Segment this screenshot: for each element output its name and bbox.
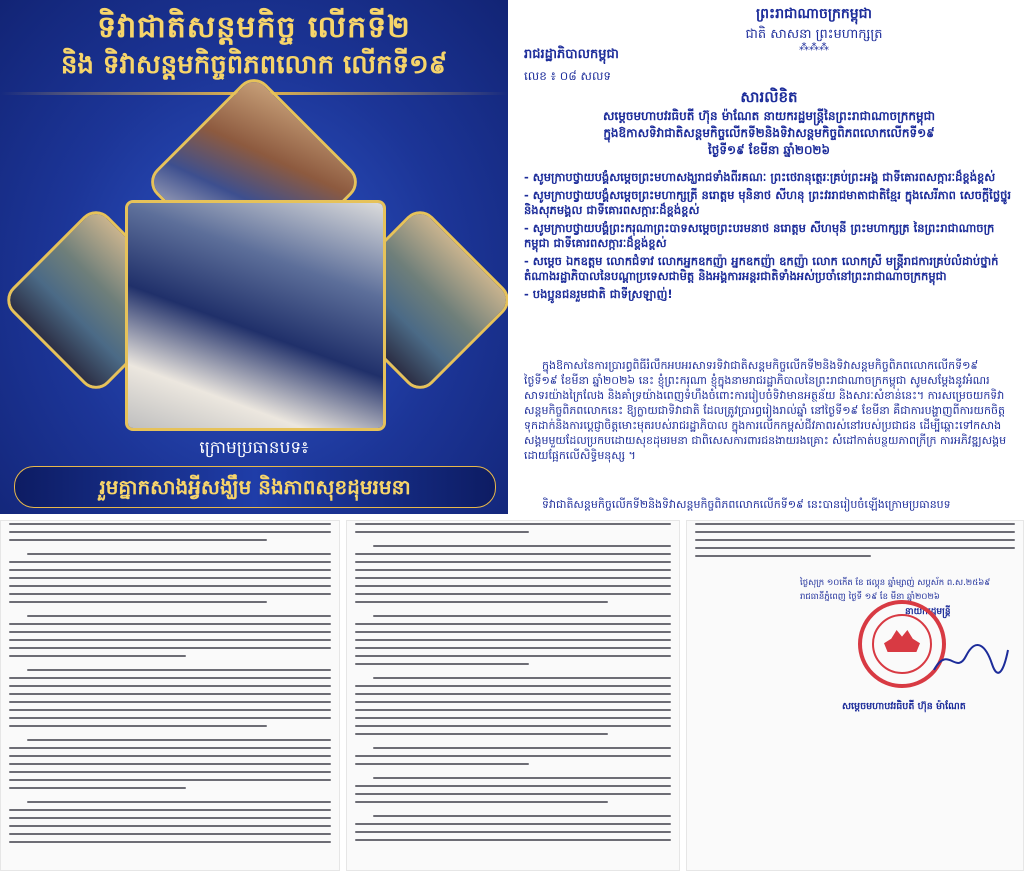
signer-name: សម្ដេចមហាបវរធិបតី ហ៊ុន ម៉ាណែត [842,701,966,712]
letter-page-3 [346,520,680,871]
handwritten-signature-icon [930,640,1010,680]
kingdom-header: ព្រះរាជាណាចក្រកម្ពុជា [755,6,872,22]
address-item: - បងប្អូនជនរួមជាតិ ជាទីស្រឡាញ់! [524,286,673,301]
letter-subheading [524,108,1014,159]
government-name: រាជរដ្ឋាភិបាលកម្ពុជា [524,47,619,62]
letter-page-4 [686,520,1024,871]
letter-paragraph-2: ទិវាជាតិសន្តមកិច្ចលើកទី២និងទិវាសន្តមកិច្ចពិភពលោកលើកទី១៩ នេះបានរៀបចំឡើងក្រោមប្រធានបទ [542,498,951,511]
signature-title: នាយករដ្ឋមន្ត្រី [905,607,951,617]
lunar-date: ថ្ងៃសុក្រ ១០កើត ខែ ផល្គុន ឆ្នាំម្សាញ់ សប្តស័ក ព.ស.២៥៦៩ [800,578,991,588]
page-4-body-text [695,523,1015,567]
header-ornament: ⁂⁂⁂ [799,42,829,53]
document-number: លេខ ៖ ០៨ សលទ [524,69,612,83]
address-item: - សូមក្រាបថ្វាយបង្គំសម្តេចព្រះមហាសង្ឃរាជទាំងពីរគណៈ ព្រះថេរានុត្ថេរៈគ្រប់ព្រះអង្គ ជាទីគោរពសក្ការៈដ៏ខ្ពង់ខ្ពស់ [524,170,996,184]
address-item: - សម្តេច ឯកឧត្តម លោកជំទាវ លោកអ្នកឧកញ៉ា អ្នកឧកញ៉ា ឧកញ៉ា លោក លោកស្រី មន្ត្រីរាជការគ្រប់លំដាប់ថ្នាក់ តំណាងរដ្ឋាភិបាលនៃបណ្តាប្រទេសជាមិត្ត និងអង្គការអន្តរជាតិទាំងអស់ប្រចាំនៅព្រះរាជាណាចក្រកម្ពុជា [524,253,999,283]
subheading-line-2: ក្នុងឱកាសទិវាជាតិសន្តមកិច្ចលើកទី២និងទិវាសន្តមកិច្ចពិភពលោកលើកទី១៩ [603,126,935,140]
poster-photo-center [125,200,386,431]
letter-paragraph-1: ក្នុងឱកាសនៃការប្រារព្ធពិធីរំលឹកអបអរសាទរទិវាជាតិសន្តមកិច្ចលើកទី២និងទិវាសន្តមកិច្ចពិភពលោកលើកទី១៩ ថ្ងៃទី១៩ ខែមីនា ឆ្នាំ២០២៦ នេះ ខ្ញុំព្រះករុណា ខ្ញុំក្នុងនាមរាជរដ្ឋាភិបាលនៃព្រះរាជាណាចក្រកម្ពុជា សូមសម្តែងនូវអំណរសាទរយ៉ាងក្រៃលែង និងគាំទ្រយ៉ាងពេញទំហឹងចំពោះការរៀបចំទិវាមានអត្ថន័យ និងសារៈសំខាន់នេះ។ ការសម្រេចយកទិវាសន្តមកិច្ចពិភពលោកនេះ ឱ្យក្លាយជាទិវាជាតិ ដែលត្រូវប្រារព្ធរៀងរាល់ឆ្នាំ នៅថ្ងៃទី១៩ ខែមីនា គឺជាការបង្ហាញពីការយកចិត្តទុកដាក់និងការប្តេជ្ញាចិត្តមោះមុតរបស់រាជរដ្ឋាភិបាល ក្នុងការលើកកម្ពស់ជីវភាពរស់នៅរបស់ប្រជាជន ដើម្បីឆ្ពោះទៅកសាងសង្គមមួយដែលប្រកបដោយសុខដុមរមនា ជាពិសេសការពារជនងាយរងគ្រោះ សំដៅកាត់បន្ថយភាពក្រីក្រ ការអភិវឌ្ឍសង្គម ដោយផ្អែកលើសិទ្ធិមនុស្ស ។ [524,359,1007,462]
address-item: - សូមក្រាបថ្វាយបង្គំព្រះករុណាព្រះបាទសម្តេចព្រះបរមនាថ នរោត្តម សីហមុនី ព្រះមហាក្សត្រ នៃព្រះរាជាណាចក្រកម្ពុជា ជាទីគោរពសក្ការៈដ៏ខ្ពង់ខ្ពស់ [524,220,995,250]
letter-page-1 [514,0,1024,514]
letter-page-2 [0,520,340,871]
address-list [524,170,1014,304]
national-motto: ជាតិ សាសនា ព្រះមហាក្សត្រ [745,27,883,42]
poster-theme-banner: រួមគ្នាកសាងអ្វីសង្ឃឹម និងភាពសុខដុមរមនា [14,466,496,508]
poster-theme-label: ក្រោមប្រធានបទ៖ [199,438,309,458]
poster-title-line1: ទិវាជាតិសន្តមកិច្ច លើកទី២ [97,10,411,45]
subheading-line-1: សម្ដេចមហាបវរធិបតី ហ៊ុន ម៉ាណែត នាយករដ្ឋមន្ត្រីនៃព្រះរាជាណាចក្រកម្ពុជា [602,109,936,123]
solar-date: រាជធានីភ្នំពេញ ថ្ងៃទី ១៩ ខែ មីនា ឆ្នាំ២០២៦ [800,592,940,602]
page-2-body-text [9,523,331,870]
poster-title-line2: និង ទិវាសន្តមកិច្ចពិភពលោក លើកទី១៩ [60,50,448,80]
letter-heading: សារលិខិត [740,88,798,106]
page-3-body-text [355,523,671,870]
commemoration-poster [0,0,508,514]
address-item: - សូមក្រាបថ្វាយបង្គំសម្តេចព្រះមហាក្សត្រី នរោត្តម មុនិនាថ សីហនុ ព្រះវររាជមាតាជាតិខ្មែរ ក្នុងសេរីភាព សេចក្តីថ្លៃថ្នូរ និងសុភមង្គល ជាទីគោរពសក្ការៈដ៏ខ្ពង់ខ្ពស់ [524,187,1012,217]
subheading-line-3: ថ្ងៃទី១៩ ខែមីនា ឆ្នាំ២០២៦ [707,143,831,157]
